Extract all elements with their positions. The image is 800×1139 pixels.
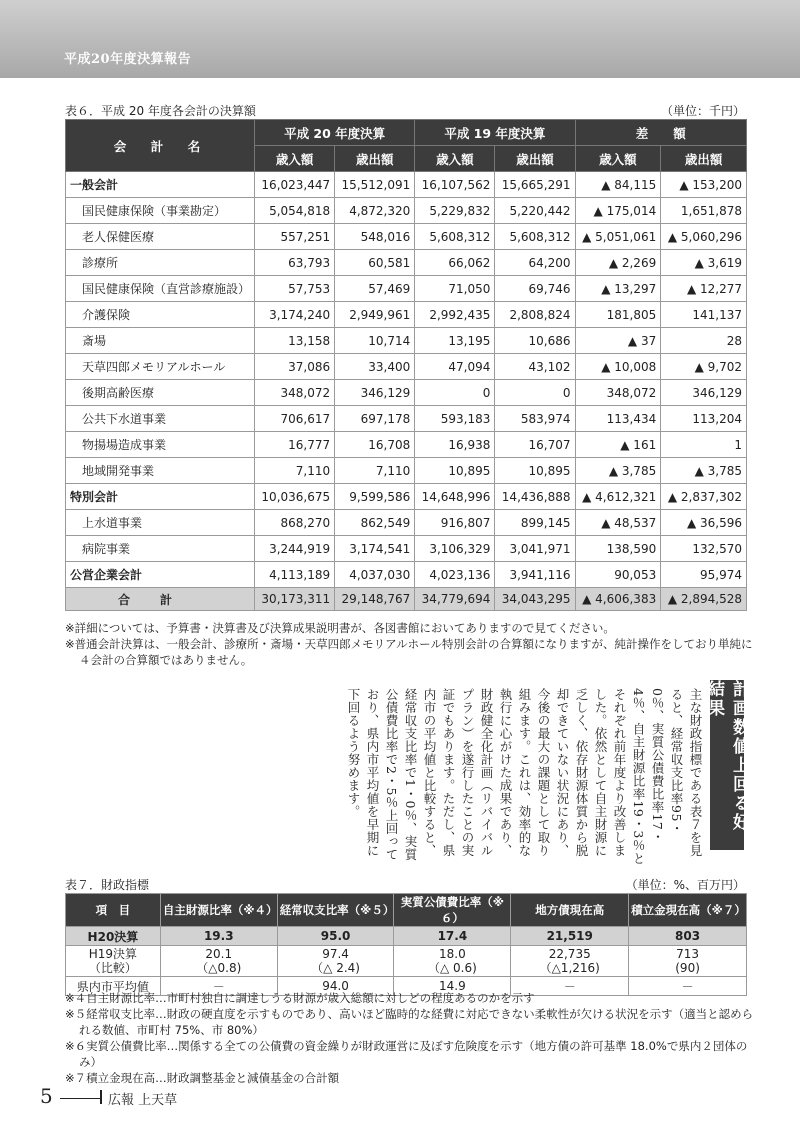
amount-cell: 63,793 xyxy=(255,250,335,276)
amount-cell: 95,974 xyxy=(661,562,747,588)
table-row xyxy=(66,588,747,611)
table-row xyxy=(66,172,747,198)
table6-caption: 表６．平成 20 年度各会計の決算額 xyxy=(65,104,256,118)
amount-cell: 916,807 xyxy=(415,510,495,536)
table-row xyxy=(66,510,747,536)
budget-settlement-table xyxy=(65,119,747,611)
account-name: 上水道事業 xyxy=(66,510,255,536)
table-row xyxy=(66,302,747,328)
amount-cell: ▲ 3,619 xyxy=(661,250,747,276)
amount-cell: 1 xyxy=(661,432,747,458)
amount-cell: 3,174,541 xyxy=(335,536,415,562)
amount-cell: ▲ 9,702 xyxy=(661,354,747,380)
cell: － xyxy=(160,977,277,996)
amount-cell: 5,608,312 xyxy=(415,224,495,250)
amount-cell: ▲ 10,008 xyxy=(575,354,661,380)
cell xyxy=(277,946,394,977)
cell: － xyxy=(511,977,629,996)
label-line: H19決算 xyxy=(88,947,138,961)
cell xyxy=(160,946,277,977)
page-header xyxy=(0,0,800,78)
amount-cell: 5,229,832 xyxy=(415,198,495,224)
amount-cell: 60,581 xyxy=(335,250,415,276)
cell: 95.0 xyxy=(277,927,394,946)
amount-cell: 348,072 xyxy=(575,380,661,406)
value: 97.4 xyxy=(322,947,349,961)
amount-cell: 10,895 xyxy=(495,458,575,484)
cell: 94.0 xyxy=(277,977,394,996)
cell: 21,519 xyxy=(511,927,629,946)
amount-cell: 141,137 xyxy=(661,302,747,328)
table7-note: ※４自主財源比率…市町村独自に調達しうる財源が歳入総額に対しどの程度あるのかを示す xyxy=(65,991,535,1005)
table7-unit: （単位：%、百万円） xyxy=(625,878,745,892)
amount-cell: 10,714 xyxy=(335,328,415,354)
cell: 19.3 xyxy=(160,927,277,946)
table-row xyxy=(66,328,747,354)
publication-name: 広報 上天草 xyxy=(108,1093,178,1108)
account-name: 一般会計 xyxy=(66,172,255,198)
cell: 17.4 xyxy=(394,927,511,946)
value: 22,735 xyxy=(548,947,591,961)
amount-cell: 583,974 xyxy=(495,406,575,432)
cell: － xyxy=(629,977,747,996)
account-name: 公営企業会計 xyxy=(66,562,255,588)
article-title: 計画数値上回る好結果 xyxy=(710,680,744,850)
cell: 803 xyxy=(629,927,747,946)
amount-cell: 16,938 xyxy=(415,432,495,458)
amount-cell: 113,434 xyxy=(575,406,661,432)
t7-header-reserves: 積立金現在高（※７） xyxy=(629,894,747,927)
table6-note: ※普通会計決算は、一般会計、診療所・斎場・天草四郎メモリアルホール特別会計の合算額になりますが、純計操作をしており単純に４会計の合算額ではありません。 xyxy=(65,637,753,667)
row-label xyxy=(66,946,161,977)
amount-cell: 4,023,136 xyxy=(415,562,495,588)
footer-rule xyxy=(60,1098,100,1099)
amount-cell: ▲ 153,200 xyxy=(661,172,747,198)
table-row xyxy=(66,562,747,588)
amount-cell: ▲ 13,297 xyxy=(575,276,661,302)
diff-value: （△0.8) xyxy=(196,961,242,975)
amount-cell: 13,195 xyxy=(415,328,495,354)
account-name: 地域開発事業 xyxy=(66,458,255,484)
row-label: 県内市平均値 xyxy=(66,977,161,996)
amount-cell: 10,686 xyxy=(495,328,575,354)
amount-cell: 5,054,818 xyxy=(255,198,335,224)
amount-cell: 16,707 xyxy=(495,432,575,458)
amount-cell: 697,178 xyxy=(335,406,415,432)
footer-bar xyxy=(100,1090,102,1104)
table7-note: ※６実質公債費比率…関係する全ての公債費の資金繰りが財政運営に及ぼす危険度を示す（地方債の許可基準 18.0%で県内２団体のみ） xyxy=(65,1039,748,1069)
table7-notes xyxy=(65,990,755,1086)
amount-cell: 16,023,447 xyxy=(255,172,335,198)
amount-cell: 868,270 xyxy=(255,510,335,536)
amount-cell: 557,251 xyxy=(255,224,335,250)
account-name: 診療所 xyxy=(66,250,255,276)
amount-cell: 16,107,562 xyxy=(415,172,495,198)
amount-cell: ▲ 37 xyxy=(575,328,661,354)
amount-cell: 64,200 xyxy=(495,250,575,276)
amount-cell: 0 xyxy=(495,380,575,406)
header-h19-exp: 歳出額 xyxy=(495,146,575,172)
table-row xyxy=(66,536,747,562)
amount-cell: 3,941,116 xyxy=(495,562,575,588)
table-row xyxy=(66,946,747,977)
account-name: 特別会計 xyxy=(66,484,255,510)
amount-cell: 34,779,694 xyxy=(415,588,495,611)
amount-cell: ▲ 175,014 xyxy=(575,198,661,224)
header-h20-rev: 歳入額 xyxy=(255,146,335,172)
amount-cell: 47,094 xyxy=(415,354,495,380)
value: 20.1 xyxy=(205,947,233,961)
amount-cell: 0 xyxy=(415,380,495,406)
account-name: 国民健康保険（直営診療施設） xyxy=(66,276,255,302)
amount-cell: 548,016 xyxy=(335,224,415,250)
cell: 14.9 xyxy=(394,977,511,996)
table-row xyxy=(66,432,747,458)
table-row xyxy=(66,198,747,224)
page-number: 5 xyxy=(40,1084,53,1108)
amount-cell: 3,106,329 xyxy=(415,536,495,562)
amount-cell: ▲ 4,612,321 xyxy=(575,484,661,510)
table7-note: ※７積立金現在高…財政調整基金と減債基金の合計額 xyxy=(65,1071,340,1085)
amount-cell: 15,512,091 xyxy=(335,172,415,198)
amount-cell: 1,651,878 xyxy=(661,198,747,224)
amount-cell: 16,708 xyxy=(335,432,415,458)
table7-caption: 表７．財政指標 xyxy=(65,878,150,892)
account-name: 後期高齢医療 xyxy=(66,380,255,406)
amount-cell: 15,665,291 xyxy=(495,172,575,198)
amount-cell: 33,400 xyxy=(335,354,415,380)
header-diff-rev: 歳入額 xyxy=(575,146,661,172)
amount-cell: 346,129 xyxy=(661,380,747,406)
account-name: 天草四郎メモリアルホール xyxy=(66,354,255,380)
table-row xyxy=(66,484,747,510)
amount-cell: 28 xyxy=(661,328,747,354)
amount-cell: 9,599,586 xyxy=(335,484,415,510)
amount-cell: 138,590 xyxy=(575,536,661,562)
amount-cell: 4,037,030 xyxy=(335,562,415,588)
amount-cell: 10,036,675 xyxy=(255,484,335,510)
header-account: 会 計 名 xyxy=(66,120,255,172)
diff-value: (90) xyxy=(675,961,700,975)
cell xyxy=(394,946,511,977)
amount-cell: 13,158 xyxy=(255,328,335,354)
t7-header-item: 項 目 xyxy=(66,894,161,927)
t7-header-debt-service: 実質公債費比率（※６） xyxy=(394,894,511,927)
account-name: 物揚場造成事業 xyxy=(66,432,255,458)
amount-cell: 7,110 xyxy=(335,458,415,484)
t7-header-own-revenue: 自主財源比率（※４） xyxy=(160,894,277,927)
t7-header-local-bonds: 地方債現在高 xyxy=(511,894,629,927)
account-name: 病院事業 xyxy=(66,536,255,562)
cell xyxy=(629,946,747,977)
account-name: 合計 xyxy=(66,588,255,611)
diff-value: （△ 0.6) xyxy=(427,961,477,975)
amount-cell: 30,173,311 xyxy=(255,588,335,611)
value: 18.0 xyxy=(439,947,466,961)
amount-cell: 5,220,442 xyxy=(495,198,575,224)
amount-cell: 29,148,767 xyxy=(335,588,415,611)
table-row xyxy=(66,380,747,406)
header-h19: 平成 19 年度決算 xyxy=(415,120,575,146)
table-row xyxy=(66,250,747,276)
amount-cell: 348,072 xyxy=(255,380,335,406)
amount-cell: ▲ 2,837,302 xyxy=(661,484,747,510)
table-row xyxy=(66,354,747,380)
amount-cell: ▲ 48,537 xyxy=(575,510,661,536)
amount-cell: 3,244,919 xyxy=(255,536,335,562)
header-h20: 平成 20 年度決算 xyxy=(255,120,415,146)
amount-cell: 899,145 xyxy=(495,510,575,536)
table7-note: ※５経常収支比率…財政の硬直度を示すものであり、高いほど臨時的な経費に対応できない柔軟性が欠ける状況を示す（適当と認められる数値、市町村 75%、市 80%） xyxy=(65,1007,754,1037)
amount-cell: 706,617 xyxy=(255,406,335,432)
account-name: 国民健康保険（事業勘定） xyxy=(66,198,255,224)
header-h19-rev: 歳入額 xyxy=(415,146,495,172)
amount-cell: 5,608,312 xyxy=(495,224,575,250)
amount-cell: 37,086 xyxy=(255,354,335,380)
table6-body xyxy=(66,172,747,611)
article-body: 主な財政指標である表７を見ると、経常収支比率95・0％、実質公債費比率17・4％、自主財源比率19・3％とそれぞれ前年度より改善しました。依然として自主財源に乏しく、依存財源体質から脱却できていない状況にあり、今後の最大の課題として取り組みます。これは、効率的な執行に心がけた成果であり、財政健全化計画（リバイバルプラン）を遂行したことの実証でもあります。ただし、県内市の平均値と比較すると、経常収支比率で1・0％、実質公債費比率で2・5％上回っており、県内市平均値を早期に下回るよう努めます。 xyxy=(346,688,703,865)
amount-cell: ▲ 2,269 xyxy=(575,250,661,276)
amount-cell: ▲ 3,785 xyxy=(661,458,747,484)
amount-cell: 593,183 xyxy=(415,406,495,432)
amount-cell: 57,753 xyxy=(255,276,335,302)
amount-cell: 4,113,189 xyxy=(255,562,335,588)
amount-cell: 7,110 xyxy=(255,458,335,484)
amount-cell: 346,129 xyxy=(335,380,415,406)
amount-cell: 862,549 xyxy=(335,510,415,536)
value: 713 xyxy=(676,947,700,961)
row-label: H20決算 xyxy=(66,927,161,946)
amount-cell: 3,041,971 xyxy=(495,536,575,562)
amount-cell: ▲ 12,277 xyxy=(661,276,747,302)
label-line: （比較） xyxy=(88,961,137,975)
table6-notes xyxy=(65,620,755,668)
table-row xyxy=(66,276,747,302)
amount-cell: 181,805 xyxy=(575,302,661,328)
amount-cell: 14,436,888 xyxy=(495,484,575,510)
amount-cell: 10,895 xyxy=(415,458,495,484)
account-name: 公共下水道事業 xyxy=(66,406,255,432)
amount-cell: ▲ 4,606,383 xyxy=(575,588,661,611)
amount-cell: 71,050 xyxy=(415,276,495,302)
amount-cell: 2,949,961 xyxy=(335,302,415,328)
financial-indicators-table xyxy=(65,893,747,996)
amount-cell: 69,746 xyxy=(495,276,575,302)
amount-cell: ▲ 2,894,528 xyxy=(661,588,747,611)
table-row xyxy=(66,927,747,946)
table6-note: ※詳細については、予算書・決算書及び決算成果説明書が、各図書館においてありますので見てください。 xyxy=(65,621,615,635)
amount-cell: ▲ 3,785 xyxy=(575,458,661,484)
table-row xyxy=(66,224,747,250)
table-row xyxy=(66,406,747,432)
cell xyxy=(511,946,629,977)
amount-cell: ▲ 36,596 xyxy=(661,510,747,536)
amount-cell: 90,053 xyxy=(575,562,661,588)
amount-cell: 14,648,996 xyxy=(415,484,495,510)
header-diff: 差 額 xyxy=(575,120,746,146)
diff-value: （△1,216) xyxy=(539,961,600,975)
amount-cell: 57,469 xyxy=(335,276,415,302)
t7-header-current-balance: 経常収支比率（※５） xyxy=(277,894,394,927)
amount-cell: ▲ 84,115 xyxy=(575,172,661,198)
amount-cell: 2,992,435 xyxy=(415,302,495,328)
account-name: 老人保健医療 xyxy=(66,224,255,250)
amount-cell: 34,043,295 xyxy=(495,588,575,611)
amount-cell: ▲ 5,051,061 xyxy=(575,224,661,250)
amount-cell: 3,174,240 xyxy=(255,302,335,328)
amount-cell: 113,204 xyxy=(661,406,747,432)
table-row xyxy=(66,458,747,484)
amount-cell: 66,062 xyxy=(415,250,495,276)
diff-value: （△ 2.4) xyxy=(311,961,360,975)
amount-cell: ▲ 5,060,296 xyxy=(661,224,747,250)
amount-cell: 4,872,320 xyxy=(335,198,415,224)
amount-cell: ▲ 161 xyxy=(575,432,661,458)
amount-cell: 132,570 xyxy=(661,536,747,562)
amount-cell: 2,808,824 xyxy=(495,302,575,328)
header-h20-exp: 歳出額 xyxy=(335,146,415,172)
header-diff-exp: 歳出額 xyxy=(661,146,747,172)
amount-cell: 43,102 xyxy=(495,354,575,380)
amount-cell: 16,777 xyxy=(255,432,335,458)
account-name: 斎場 xyxy=(66,328,255,354)
table6-unit: （単位：千円） xyxy=(660,104,745,118)
header-title: 平成20年度決算報告 xyxy=(64,52,192,67)
account-name: 介護保険 xyxy=(66,302,255,328)
